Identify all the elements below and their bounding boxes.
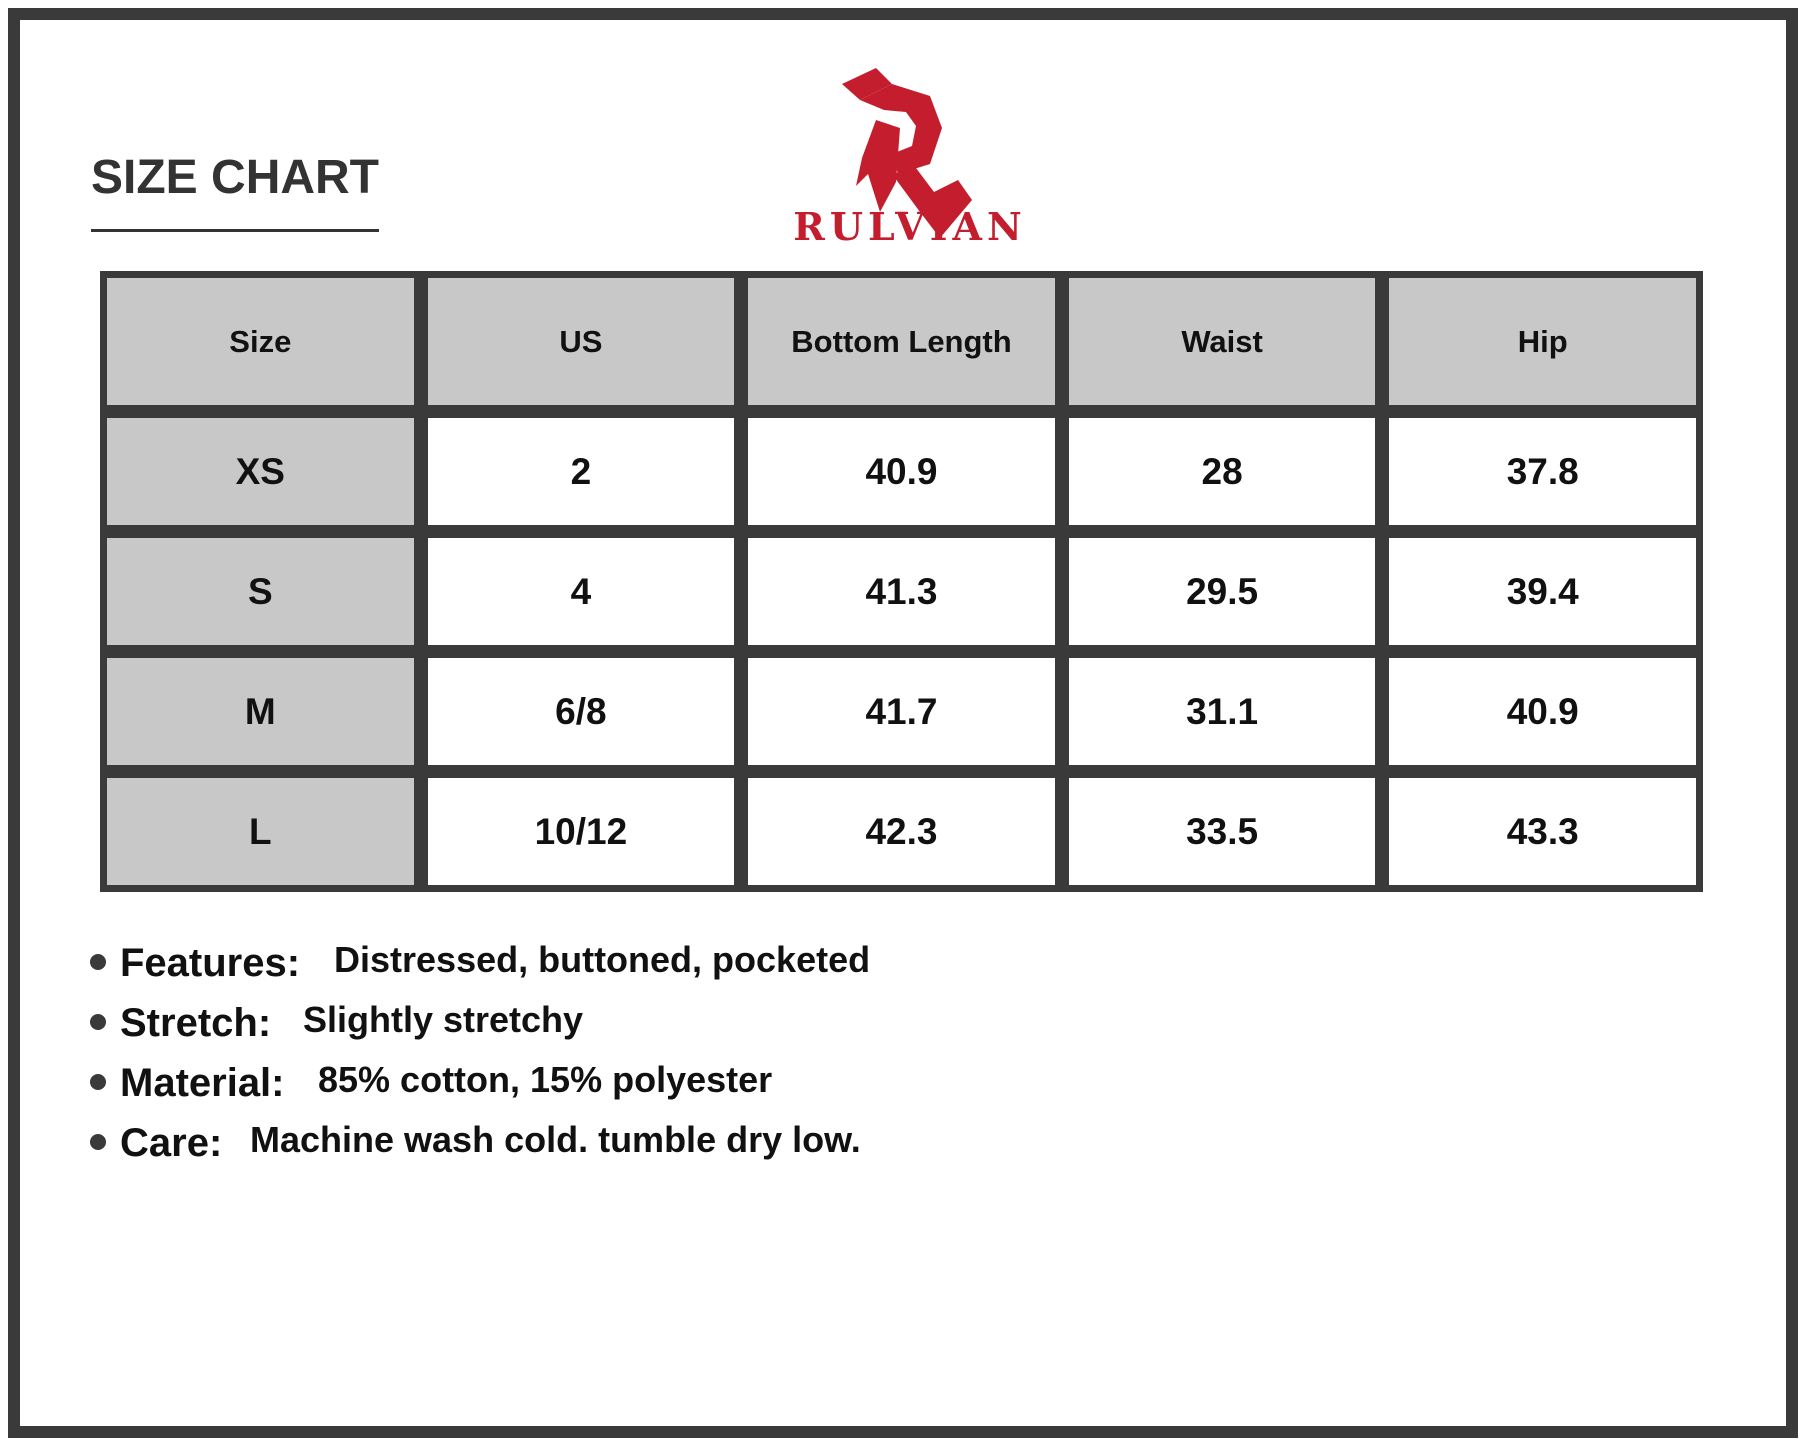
spec-value: 85% cotton, 15% polyester: [318, 1059, 773, 1100]
table-cell-hip: 43.3: [1389, 778, 1696, 885]
title-underline: [91, 229, 379, 232]
table-cell-us: 4: [428, 538, 735, 645]
spec-value: Machine wash cold. tumble dry low.: [250, 1119, 861, 1160]
table-cell-bottom-length: 40.9: [748, 418, 1055, 525]
bullet-icon: [90, 1074, 106, 1090]
table-cell-hip: 40.9: [1389, 658, 1696, 765]
table-cell-waist: 31.1: [1069, 658, 1376, 765]
table-cell-us: 10/12: [428, 778, 735, 885]
table-cell-waist: 33.5: [1069, 778, 1376, 885]
table-cell-waist: 29.5: [1069, 538, 1376, 645]
size-table: [100, 271, 1703, 892]
table-cell-size: XS: [107, 418, 414, 525]
spec-label: Stretch:: [120, 1001, 272, 1045]
table-cell-bottom-length: 41.3: [748, 538, 1055, 645]
table-cell-bottom-length: 42.3: [748, 778, 1055, 885]
column-header-bottom-length: Bottom Length: [748, 278, 1055, 405]
bullet-icon: [90, 1014, 106, 1030]
table-cell-waist: 28: [1069, 418, 1376, 525]
table-cell-us: 6/8: [428, 658, 735, 765]
product-specs-list: [88, 940, 1688, 1180]
brand-name: RULVIAN: [793, 204, 1027, 249]
bullet-icon: [90, 1134, 106, 1150]
table-cell-hip: 39.4: [1389, 538, 1696, 645]
column-header-us: US: [428, 278, 735, 405]
table-cell-us: 2: [428, 418, 735, 525]
bullet-icon: [90, 954, 106, 970]
page-title: SIZE CHART: [91, 151, 379, 204]
spec-label: Features:: [120, 941, 301, 985]
list-item: [88, 1060, 1688, 1120]
spec-label: Material:: [120, 1061, 285, 1105]
table-cell-bottom-length: 41.7: [748, 658, 1055, 765]
column-header-size: Size: [107, 278, 414, 405]
spec-value: Slightly stretchy: [303, 999, 584, 1040]
spec-label: Care:: [120, 1121, 223, 1165]
table-cell-hip: 37.8: [1389, 418, 1696, 525]
table-cell-size: S: [107, 538, 414, 645]
table-cell-size: M: [107, 658, 414, 765]
list-item: [88, 1120, 1688, 1180]
list-item: [88, 1000, 1688, 1060]
table-cell-size: L: [107, 778, 414, 885]
column-header-waist: Waist: [1069, 278, 1376, 405]
spec-value: Distressed, buttoned, pocketed: [334, 939, 871, 980]
column-header-hip: Hip: [1389, 278, 1696, 405]
list-item: [88, 940, 1688, 1000]
